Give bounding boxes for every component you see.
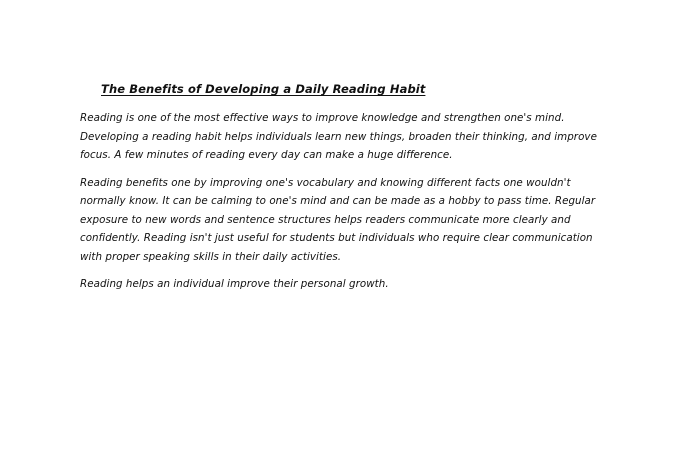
paragraph-benefits: Reading benefits one by improving one's vocabulary and knowing different facts one wouldn't normally know. It can be calming to one's mind and can be made as a hobby to pass time. Regular exposure to new words and sentence structures helps readers communicate more clearly and confidently. Reading isn't just useful for students but individuals who require clear communication with proper speaking skills in their daily activities. — [80, 176, 596, 263]
document-title: The Benefits of Developing a Daily Reading Habit — [101, 82, 426, 96]
document-body — [80, 109, 610, 303]
paragraph-conclusion: Reading helps an individual improve their personal growth. — [80, 278, 389, 290]
paragraph-intro: Reading is one of the most effective ways to improve knowledge and strengthen one's mind. Developing a reading habit helps individuals learn new things, broaden their thinking, and improve focus. A few minutes of reading every day can make a huge difference. — [80, 112, 597, 161]
